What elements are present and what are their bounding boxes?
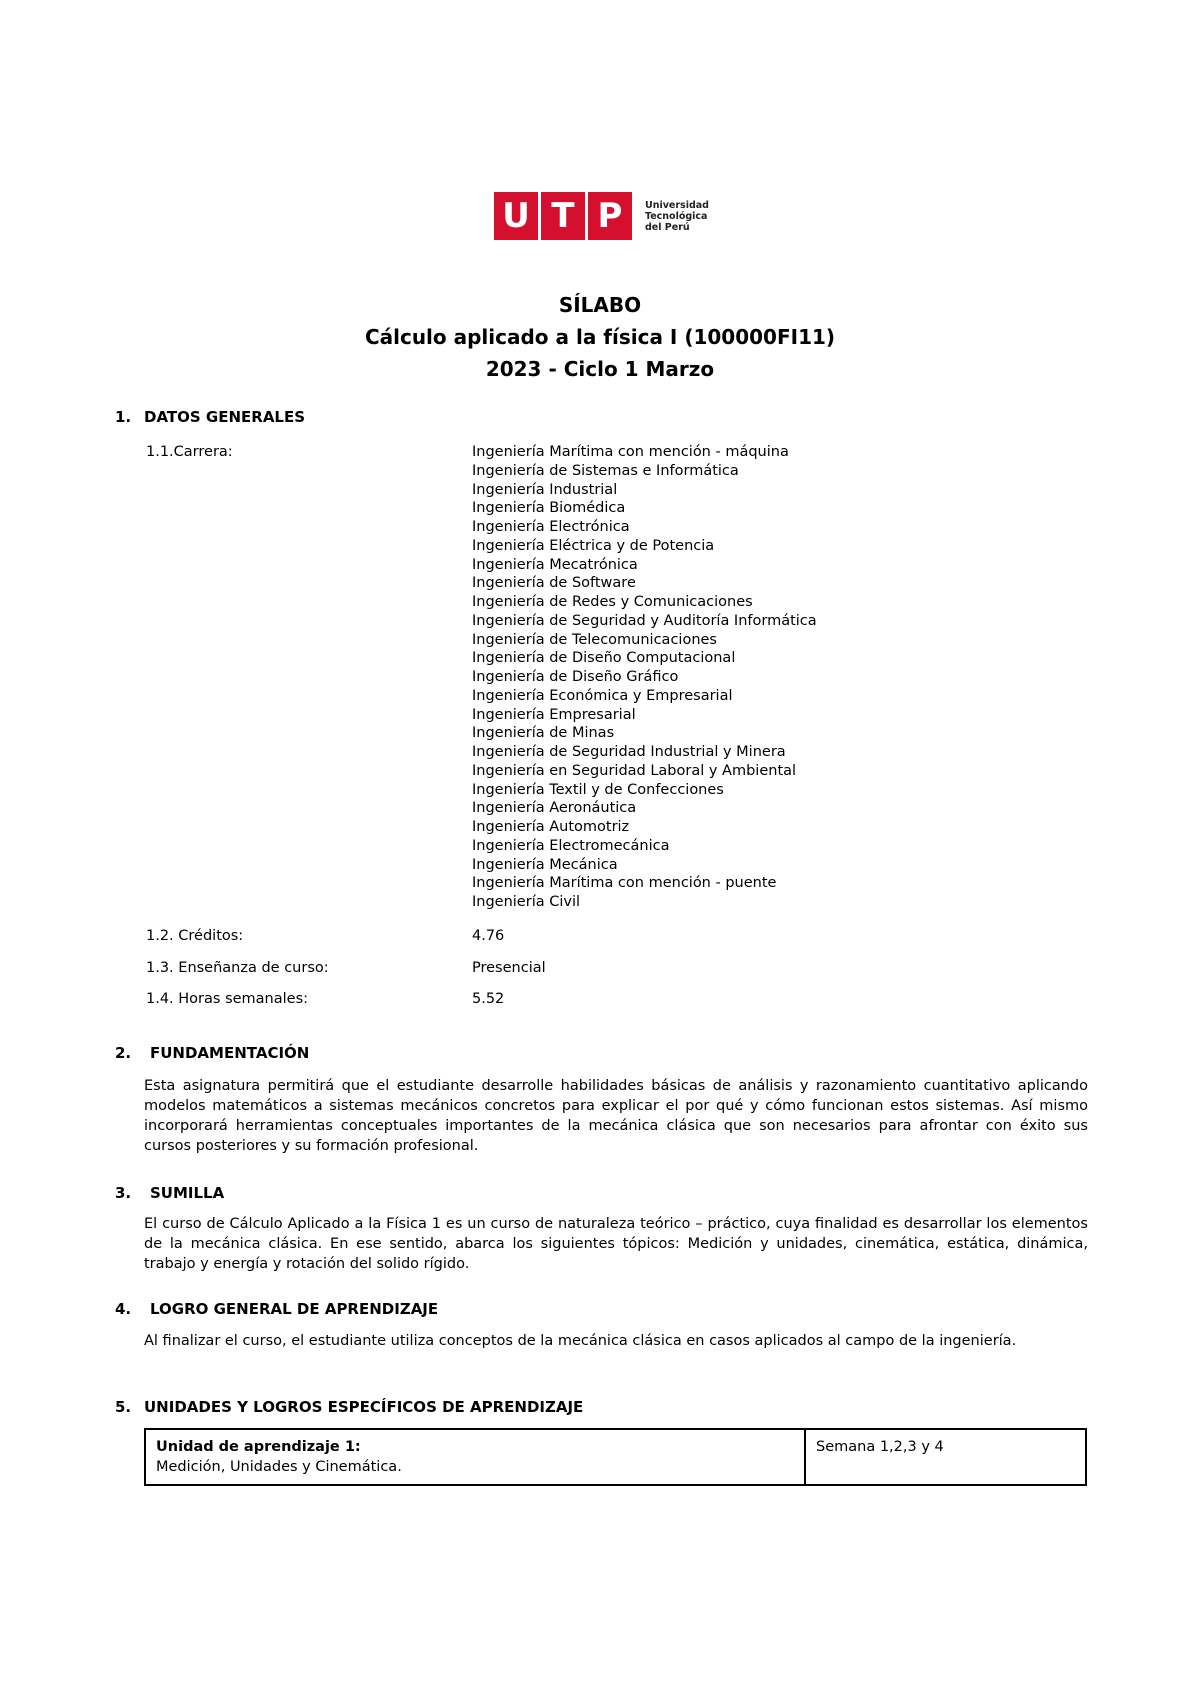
logo-letter-t: T — [541, 192, 585, 240]
section-title: FUNDAMENTACIÓN — [150, 1044, 310, 1062]
sumilla-text: El curso de Cálculo Aplicado a la Física 1 es un curso de naturaleza teórico – práctico, cuya finalidad es desarrollar los elementos de la mecánica clásica. En ese sentido, abarca los siguientes tópicos: Medición y unidades, cinemática, estática, dinámica, trabajo y energía y rotación del solido rígido. — [144, 1216, 1088, 1272]
fundamentacion-text: Esta asignatura permitirá que el estudiante desarrolle habilidades básicas de análisis y razonamiento cuantitativo aplicando modelos matemáticos a sistemas mecánicos concretos para explicar el por qué y cómo funcionan estos sistemas. Así mismo incorporará herramientas conceptuales importantes de la mecánica clásica que son necesarios para afrontar con éxito sus cursos posteriores y su formación profesional. — [144, 1078, 1088, 1154]
career-item: Ingeniería de Sistemas e Informática — [472, 462, 739, 479]
career-item: Ingeniería Textil y de Confecciones — [472, 781, 724, 798]
section-heading-unidades — [115, 1398, 583, 1416]
unit-table — [144, 1428, 1087, 1486]
horas-label: 1.4. Horas semanales: — [146, 991, 309, 1007]
career-item: Ingeniería de Seguridad y Auditoría Informática — [472, 612, 817, 629]
logo-text-line: del Perú — [645, 221, 690, 233]
unit-title: Unidad de aprendizaje 1: — [156, 1439, 361, 1455]
section-number: 4. — [115, 1300, 132, 1318]
section-title: UNIDADES Y LOGROS ESPECÍFICOS DE APRENDIZAJE — [144, 1398, 584, 1416]
section-heading-logro-general — [115, 1300, 438, 1318]
career-item: Ingeniería de Redes y Comunicaciones — [472, 594, 753, 610]
creditos-value: 4.76 — [472, 928, 505, 944]
career-item: Ingeniería Económica y Empresarial — [472, 687, 733, 704]
logro-general-text: Al finalizar el curso, el estudiante utiliza conceptos de la mecánica clásica en casos aplicados al campo de la ingeniería. — [144, 1333, 1017, 1349]
unit-description: Medición, Unidades y Cinemática. — [156, 1459, 402, 1475]
logo-text-line: Tecnológica — [645, 210, 708, 222]
section-title: LOGRO GENERAL DE APRENDIZAJE — [150, 1300, 439, 1318]
career-item: Ingeniería Electrónica — [472, 519, 630, 535]
logo-text-line: Universidad — [645, 199, 709, 211]
document-title — [0, 289, 1200, 385]
title-term: 2023 - Ciclo 1 Marzo — [485, 357, 715, 381]
career-item: Ingeniería Industrial — [472, 481, 618, 498]
career-item: Ingeniería de Software — [472, 575, 636, 592]
career-item: Ingeniería Mecánica — [472, 856, 618, 873]
title-silabo: SÍLABO — [558, 293, 642, 317]
logo-letter-u: U — [494, 192, 538, 240]
career-item: Ingeniería de Seguridad Industrial y Minera — [472, 744, 786, 760]
unit-cell-description — [146, 1430, 806, 1484]
section-heading-datos-generales — [115, 408, 305, 426]
career-item: Ingeniería Aeronáutica — [472, 800, 637, 817]
ensenanza-label: 1.3. Enseñanza de curso: — [146, 960, 329, 976]
unit-cell-weeks — [806, 1430, 1085, 1484]
creditos-label: 1.2. Créditos: — [146, 928, 244, 944]
career-item: Ingeniería de Telecomunicaciones — [472, 631, 717, 648]
section-title: SUMILLA — [150, 1184, 225, 1202]
logo-letter-p: P — [588, 192, 632, 240]
horas-value: 5.52 — [472, 991, 505, 1007]
career-item: Ingeniería de Minas — [472, 725, 615, 742]
logo-wordmark — [645, 200, 709, 233]
section-number: 3. — [115, 1184, 132, 1202]
section-heading-fundamentacion — [115, 1044, 309, 1062]
career-item: Ingeniería Marítima con mención - puente — [472, 875, 777, 892]
section-number: 1. — [115, 408, 132, 426]
career-item: Ingeniería Electromecánica — [472, 837, 670, 854]
section-number: 2. — [115, 1044, 132, 1062]
section-number: 5. — [115, 1398, 132, 1416]
career-item: Ingeniería Automotriz — [472, 819, 630, 835]
career-item: Ingeniería Marítima con mención - máquina — [472, 444, 789, 460]
unit-weeks: Semana 1,2,3 y 4 — [816, 1439, 944, 1455]
career-list — [472, 443, 817, 912]
logo-letters — [494, 192, 635, 240]
title-course: Cálculo aplicado a la física I (100000FI11) — [364, 325, 836, 349]
career-item: Ingeniería Eléctrica y de Potencia — [472, 537, 715, 554]
career-item: Ingeniería en Seguridad Laboral y Ambiental — [472, 762, 797, 779]
section-heading-sumilla — [115, 1184, 224, 1202]
career-item: Ingeniería de Diseño Gráfico — [472, 669, 679, 685]
career-item: Ingeniería Mecatrónica — [472, 556, 638, 573]
career-item: Ingeniería Civil — [472, 894, 581, 910]
carrera-label: 1.1.Carrera: — [146, 444, 233, 460]
career-item: Ingeniería Biomédica — [472, 500, 626, 517]
ensenanza-value: Presencial — [472, 960, 546, 976]
section-title: DATOS GENERALES — [144, 408, 306, 426]
career-item: Ingeniería de Diseño Computacional — [472, 650, 736, 667]
utp-logo — [494, 192, 709, 240]
career-item: Ingeniería Empresarial — [472, 706, 636, 723]
